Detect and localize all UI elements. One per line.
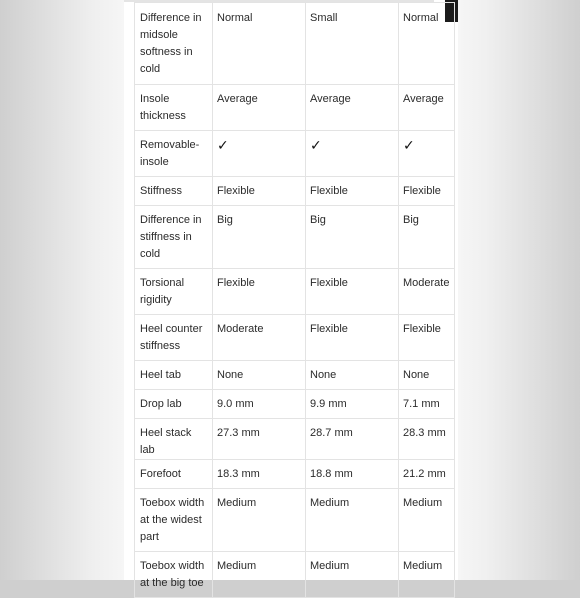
table-cell: Moderate <box>213 315 306 361</box>
table-cell: Medium <box>399 489 455 552</box>
checkmark-icon: ✓ <box>213 131 306 177</box>
table-cell: 28.3 mm <box>399 419 455 460</box>
table-cell: Medium <box>399 552 455 598</box>
table-row <box>135 85 455 131</box>
table-cell: Moderate <box>399 269 455 315</box>
table-cell: Average <box>306 85 399 131</box>
table-row <box>135 489 455 552</box>
table-cell: None <box>213 361 306 390</box>
table-cell: None <box>306 361 399 390</box>
table-cell: Flexible <box>213 177 306 206</box>
table-cell: Medium <box>213 552 306 598</box>
table-row <box>135 552 455 598</box>
table-cell: Average <box>213 85 306 131</box>
table-cell: None <box>399 361 455 390</box>
row-label: Toebox width at the widest part <box>135 489 213 552</box>
table-row <box>135 131 455 177</box>
row-label: Heel counter stiffness <box>135 315 213 361</box>
checkmark-icon: ✓ <box>399 131 455 177</box>
table-row <box>135 269 455 315</box>
row-label: Insole thickness <box>135 85 213 131</box>
table-row <box>135 177 455 206</box>
row-label: Heel tab <box>135 361 213 390</box>
table-cell: Flexible <box>213 269 306 315</box>
table-cell: Flexible <box>306 269 399 315</box>
table-cell: Normal <box>213 3 306 85</box>
row-label: Heel stack lab <box>135 419 213 460</box>
table-cell: 7.1 mm <box>399 390 455 419</box>
row-label: Forefoot <box>135 460 213 489</box>
row-label: Difference in midsole softness in cold <box>135 3 213 85</box>
table-cell: 9.9 mm <box>306 390 399 419</box>
table-cell: 27.3 mm <box>213 419 306 460</box>
table-cell: Big <box>399 206 455 269</box>
table-cell: Flexible <box>399 177 455 206</box>
table-cell: Big <box>306 206 399 269</box>
table-cell: Medium <box>306 552 399 598</box>
table-cell: 21.2 mm <box>399 460 455 489</box>
table-cell: Normal <box>399 3 455 85</box>
table-cell: Flexible <box>306 315 399 361</box>
background-right <box>458 0 580 580</box>
table-row <box>135 390 455 419</box>
table-cell: 28.7 mm <box>306 419 399 460</box>
table-cell: Flexible <box>306 177 399 206</box>
table-cell: 9.0 mm <box>213 390 306 419</box>
background-left <box>0 0 124 580</box>
row-label: Drop lab <box>135 390 213 419</box>
comparison-table <box>134 2 455 598</box>
table-cell: 18.8 mm <box>306 460 399 489</box>
table-cell: Medium <box>213 489 306 552</box>
table-cell: Flexible <box>399 315 455 361</box>
table-cell: Average <box>399 85 455 131</box>
table-cell: Big <box>213 206 306 269</box>
table-row <box>135 206 455 269</box>
row-label: Difference in stiffness in cold <box>135 206 213 269</box>
table-row <box>135 460 455 489</box>
checkmark-icon: ✓ <box>306 131 399 177</box>
table-row <box>135 315 455 361</box>
row-label: Stiffness <box>135 177 213 206</box>
table-row <box>135 361 455 390</box>
row-label: Torsional rigidity <box>135 269 213 315</box>
row-label: Toebox width at the big toe <box>135 552 213 598</box>
row-label: Removable-insole <box>135 131 213 177</box>
table-cell: Small <box>306 3 399 85</box>
table-cell: 18.3 mm <box>213 460 306 489</box>
table-cell: Medium <box>306 489 399 552</box>
table-row <box>135 3 455 85</box>
table-row <box>135 419 455 460</box>
